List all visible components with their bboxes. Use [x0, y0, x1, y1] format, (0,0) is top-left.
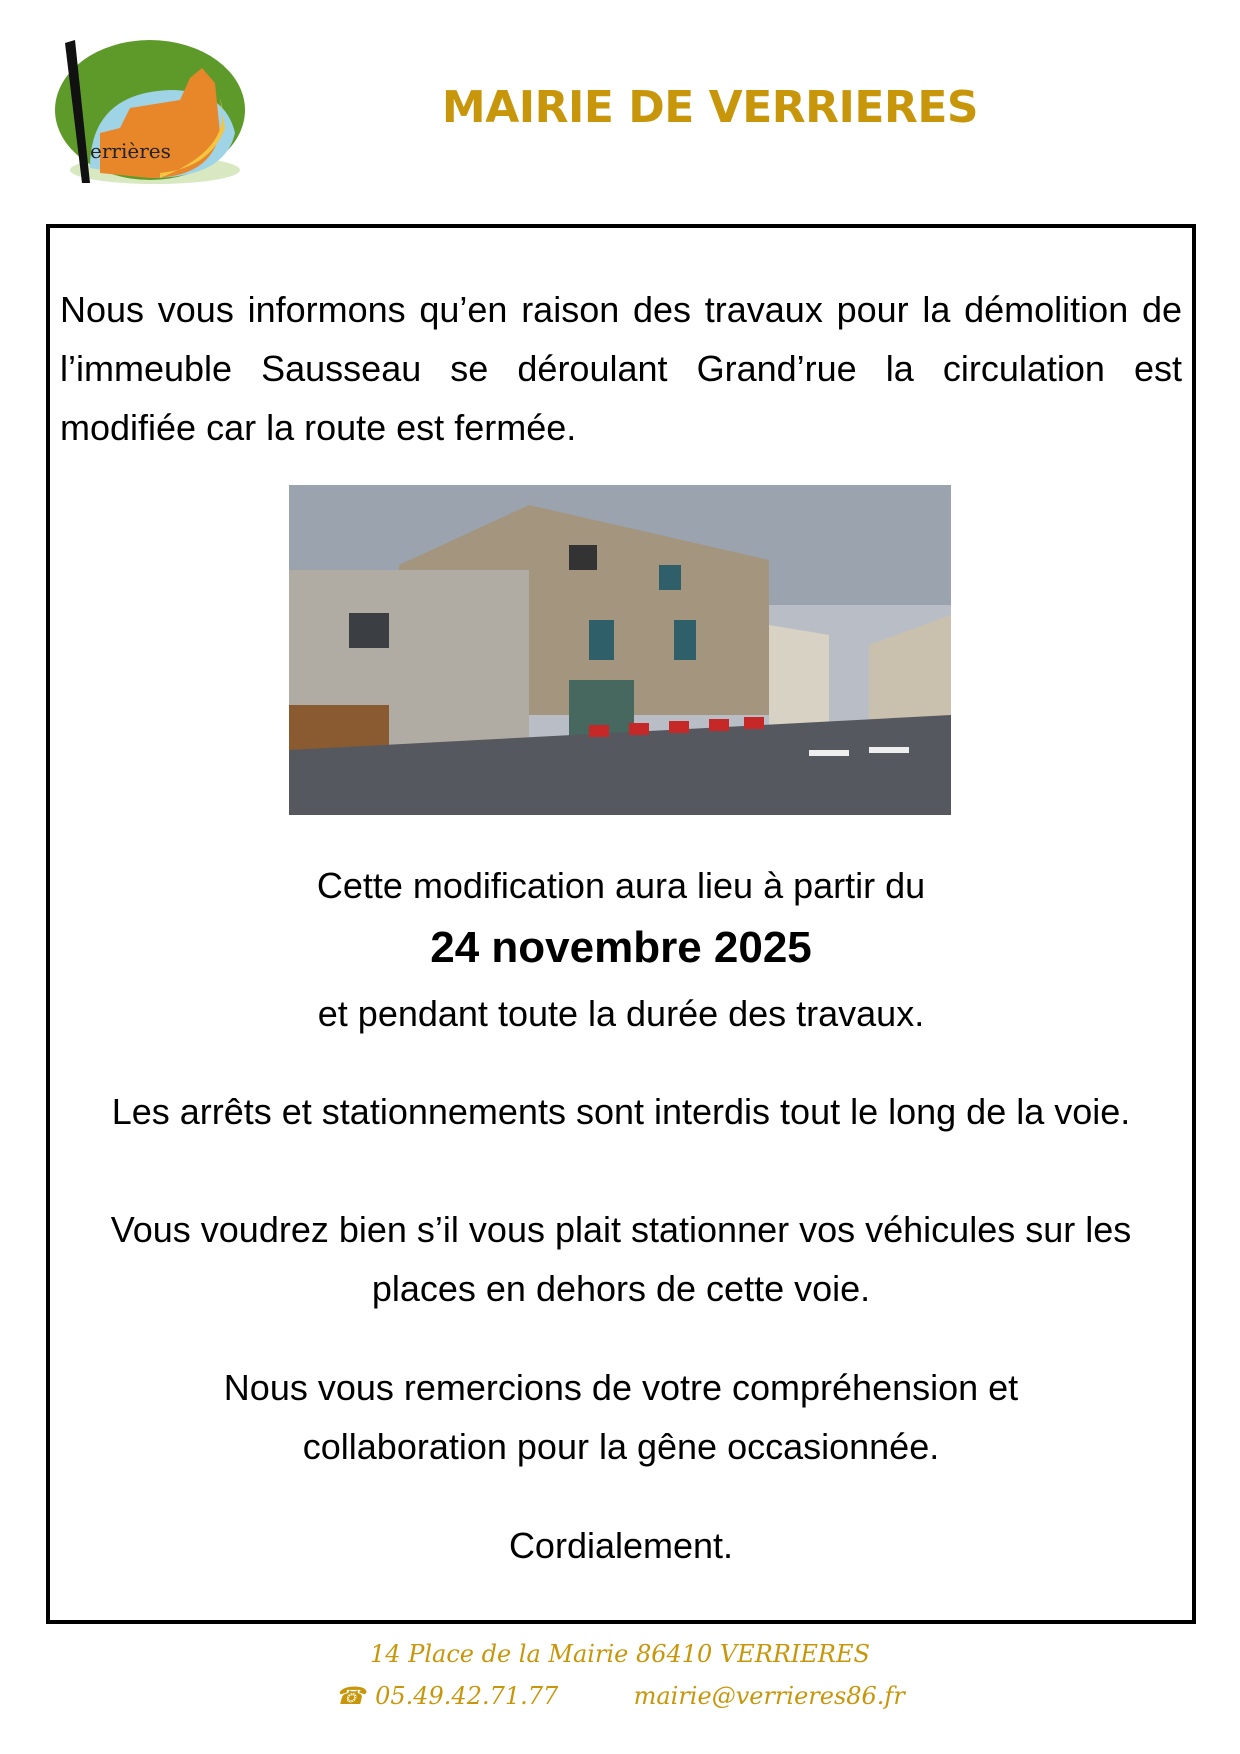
duration-line: et pendant toute la durée des travaux.	[317, 993, 925, 1034]
page-title: MAIRIE DE VERRIERES	[441, 82, 979, 133]
footer-address: 14 Place de la Mairie 86410 VERRIERES	[370, 1640, 870, 1668]
footer-phone: 05.49.42.71.77	[375, 1682, 559, 1710]
footer-email[interactable]: mairie@verrieres86.fr	[633, 1682, 905, 1710]
start-line: Cette modification aura lieu à partir du	[316, 865, 926, 906]
thanks: Nous vous remercions de votre compréhension et collaboration pour la gêne occasionnée.	[223, 1367, 1019, 1467]
notice-box	[46, 224, 1196, 1624]
building-photo	[289, 485, 951, 815]
start-date: 24 novembre 2025	[430, 923, 812, 972]
intro-paragraph: Nous vous informons qu’en raison des travaux pour la démolition de l’immeuble Sausseau se déroulant Grand’rue la circulation est modifiée car la route est fermée.	[60, 289, 1182, 448]
parking-request: Vous voudrez bien s’il vous plait stationner vos véhicules sur les places en dehors de cette voie.	[110, 1209, 1132, 1309]
footer-contact	[0, 1682, 1240, 1710]
verrieres-logo	[50, 38, 250, 188]
telephone-icon: ☎	[335, 1682, 366, 1710]
closing: Cordialement.	[508, 1525, 734, 1566]
parking-ban: Les arrêts et stationnements sont interdis tout le long de la voie.	[111, 1091, 1131, 1132]
svg-text:errières: errières	[90, 139, 171, 163]
